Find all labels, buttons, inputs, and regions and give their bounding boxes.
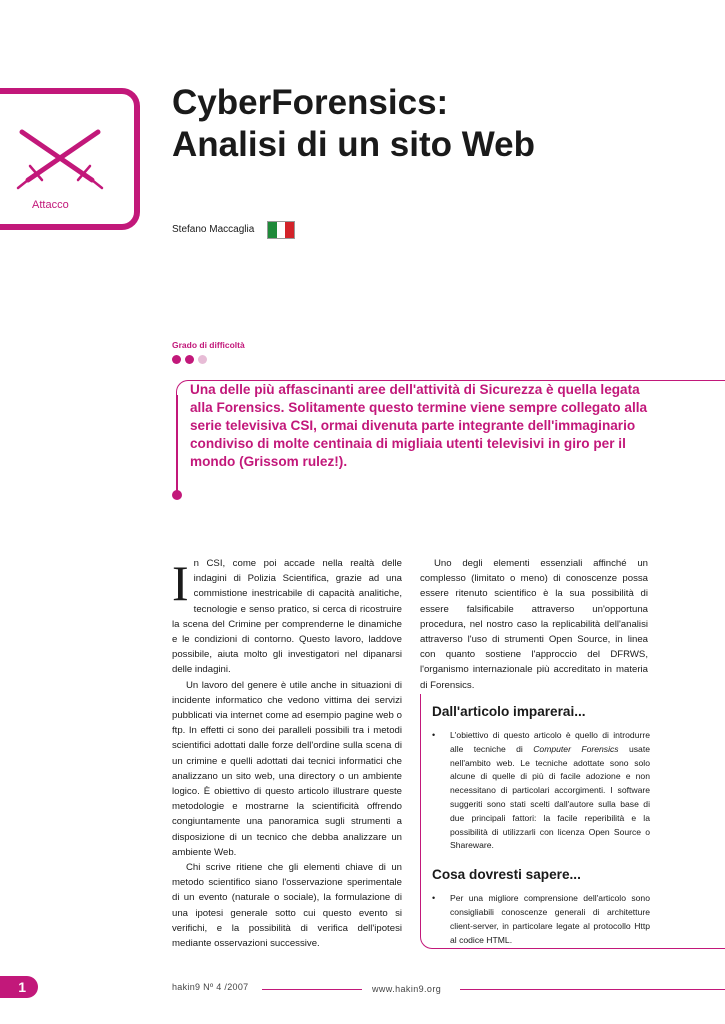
body-paragraph-1	[172, 556, 402, 678]
know-heading: Cosa dovresti sapere...	[432, 867, 581, 883]
know-list	[432, 892, 650, 947]
flag-green-stripe	[268, 222, 277, 238]
difficulty-label: Grado di difficoltà	[172, 340, 245, 350]
learn-emphasis: Computer Forensics	[533, 743, 619, 754]
footer-rule-left	[262, 989, 362, 990]
learn-heading: Dall'articolo imparerai...	[432, 704, 586, 719]
lead-frame-left	[176, 395, 178, 495]
footer-issue: hakin9 Nº 4 /2007	[172, 982, 249, 992]
difficulty-dot-2	[185, 355, 194, 364]
footer-rule-right	[460, 989, 725, 990]
learn-list	[432, 729, 650, 853]
drop-cap: I	[172, 555, 189, 611]
body-column-1	[172, 556, 402, 951]
know-list-item: • Per una migliore comprensione dell'articolo sono consigliabili conoscenze generali di architetture client-server, in particolare legate al protocollo Http al codice HTML.	[432, 892, 650, 947]
difficulty-dot-1	[172, 355, 181, 364]
body-paragraph-3: Chi scrive ritiene che gli elementi chiave di un metodo scientifico siano l'osservazione sperimentale di un evento (naturale o sociale), la formulazione di una ipotesi generale sotto cui questo evento si verifichi, e la possibilità di verifica dell'ipotesi mediante osservazioni successive.	[172, 862, 402, 950]
difficulty-rating	[172, 355, 207, 364]
title-line-2: Analisi di un sito Web	[172, 125, 535, 164]
crossed-swords-icon	[12, 128, 108, 192]
body-paragraph-4: Uno degli elementi essenziali affinché un complesso (limitato o meno) di conoscenze possa essere ritenuto scientifico è la sua possibilità di essere falsificabile attraverso un'opportuna procedura, nel nostro caso la replicabilità dell'analisi attraverso l'uso di strumenti Open Source, in linea con quanto sostiene l'approccio del DFRWS, l'organismo internazionale più accreditato in materia di Forensics.	[420, 558, 648, 691]
author-name: Stefano Maccaglia	[172, 224, 255, 235]
section-badge	[0, 88, 140, 230]
learn-list-item: • L'obiettivo di questo articolo è quello di introdurre alle tecniche di Computer Forensics usate nell'ambito web. Le tecniche adottate sono solo alcune di quelle di più di facile adozione e non necessitano di particolari accorgimenti. I software suggeriti sono stati scelti dall'autore sulla base di due principali fattori: la facile reperibilità e la possibilità di utilizzarli con licenza Open Source o Shareware.	[432, 729, 650, 853]
difficulty-dot-3	[198, 355, 207, 364]
body-column-2	[420, 556, 648, 693]
page-number: 1	[0, 976, 38, 998]
article-title	[172, 82, 712, 166]
flag-red-stripe	[285, 222, 294, 238]
article-lead: Una delle più affascinanti aree dell'attività di Sicurezza è quella legata alla Forensics. Solitamente questo termine viene sempre collegato alla serie televisiva CSI, ormai divenuta parte integrante dell'immaginario condiviso di molte centinaia di migliaia utenti televisivi in giro per il mondo (Grissom rulez!).	[190, 382, 648, 469]
lead-frame-dot	[172, 490, 182, 500]
title-line-1: CyberForensics:	[172, 83, 449, 122]
footer-site: www.hakin9.org	[372, 984, 442, 994]
italian-flag-icon	[267, 221, 295, 239]
sidebar-content	[432, 704, 650, 947]
section-label: Attacco	[32, 199, 69, 211]
body-paragraph-1-text: n CSI, come poi accade nella realtà delle indagini di Polizia Scientifica, grazie ad una commistione inestricabile di capacità analitiche, tecnologie e senso pratico, si cerca di ricostruire la scena del Crimine per comprenderne le dinamiche e le condizioni di contorno. Questo lavoro, laddove possibile, aiuta molto gli investigatori nel dipanarsi delle indagini.	[172, 558, 402, 676]
flag-white-stripe	[277, 222, 286, 238]
body-paragraph-2: Un lavoro del genere è utile anche in situazioni di incidente informatico che vedono vittima dei servizi pubblicati via internet come ad esempio pagine web o ftp. In effetti ci sono dei paralleli possibili tra i metodi scientifici adottati dalle forze dell'ordine sulla scena di un crimine e quelli adottati dai tecnici informatici che analizzano un sito web, una directory o un ambiente logico. È obiettivo di questo articolo illustrare queste metodologie e mostrarne la scientificità offrendo congiuntamente una panoramica sugli strumenti a disposizione di un tecnico che debba analizzare un ambiente Web.	[172, 679, 402, 858]
